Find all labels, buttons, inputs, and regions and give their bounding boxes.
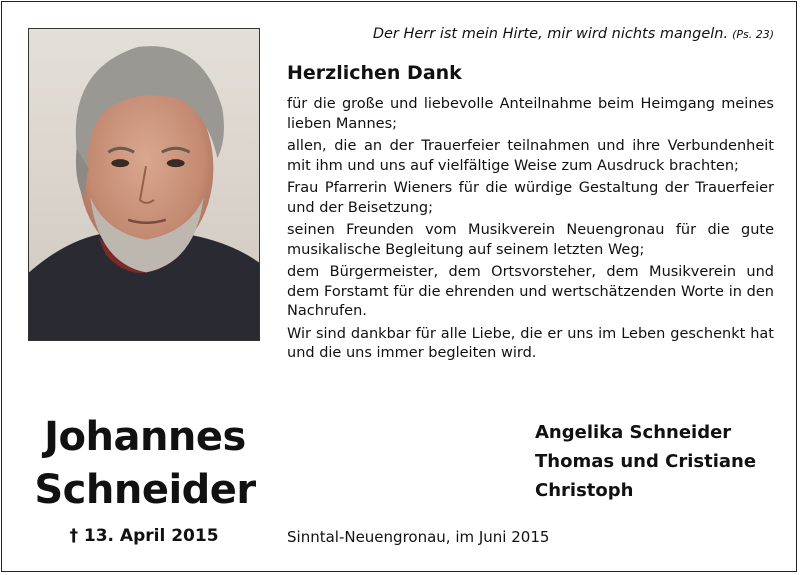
thanks-paragraph: dem Bürgermeister, dem Ortsvorsteher, dem Musikverein und dem Forstamt für die ehrenden und wertschätzenden Worte in den Nachrufen. xyxy=(287,264,774,319)
signers-list xyxy=(535,418,756,505)
portrait-photo xyxy=(28,28,260,341)
deceased-first-name: Johannes xyxy=(44,414,246,460)
bible-quote-reference: (Ps. 23) xyxy=(732,28,774,41)
thanks-paragraph: seinen Freunden vom Musikverein Neuengronau für die gute musikalische Begleitung auf seinem letzten Weg; xyxy=(287,222,774,258)
thanks-paragraph: für die große und liebevolle Anteilnahme beim Heimgang meines lieben Mannes; xyxy=(287,96,774,132)
signer-name: Christoph xyxy=(535,480,634,501)
bible-quote-text: Der Herr ist mein Hirte, mir wird nichts mangeln. xyxy=(372,26,729,42)
deceased-last-name: Schneider xyxy=(34,467,256,513)
thanks-paragraph: allen, die an der Trauerfeier teilnahmen und ihre Verbundenheit mit ihm und uns auf vielfältige Weise zum Ausdruck brachten; xyxy=(287,138,774,174)
thanks-body xyxy=(287,95,774,367)
signer-name: Thomas und Cristiane xyxy=(535,451,757,472)
place-and-date: Sinntal-Neuengronau, im Juni 2015 xyxy=(287,528,550,546)
signer-name: Angelika Schneider xyxy=(535,422,732,443)
thanks-paragraph: Wir sind dankbar für alle Liebe, die er uns im Leben geschenkt hat und die uns immer begleiten wird. xyxy=(287,325,774,361)
death-date: † 13. April 2015 xyxy=(69,526,219,546)
thanks-paragraph: Frau Pfarrerin Wieners für die würdige Gestaltung der Trauerfeier und der Beisetzung; xyxy=(287,180,774,216)
thanks-heading: Herzlichen Dank xyxy=(287,62,462,84)
bible-quote xyxy=(373,26,774,42)
